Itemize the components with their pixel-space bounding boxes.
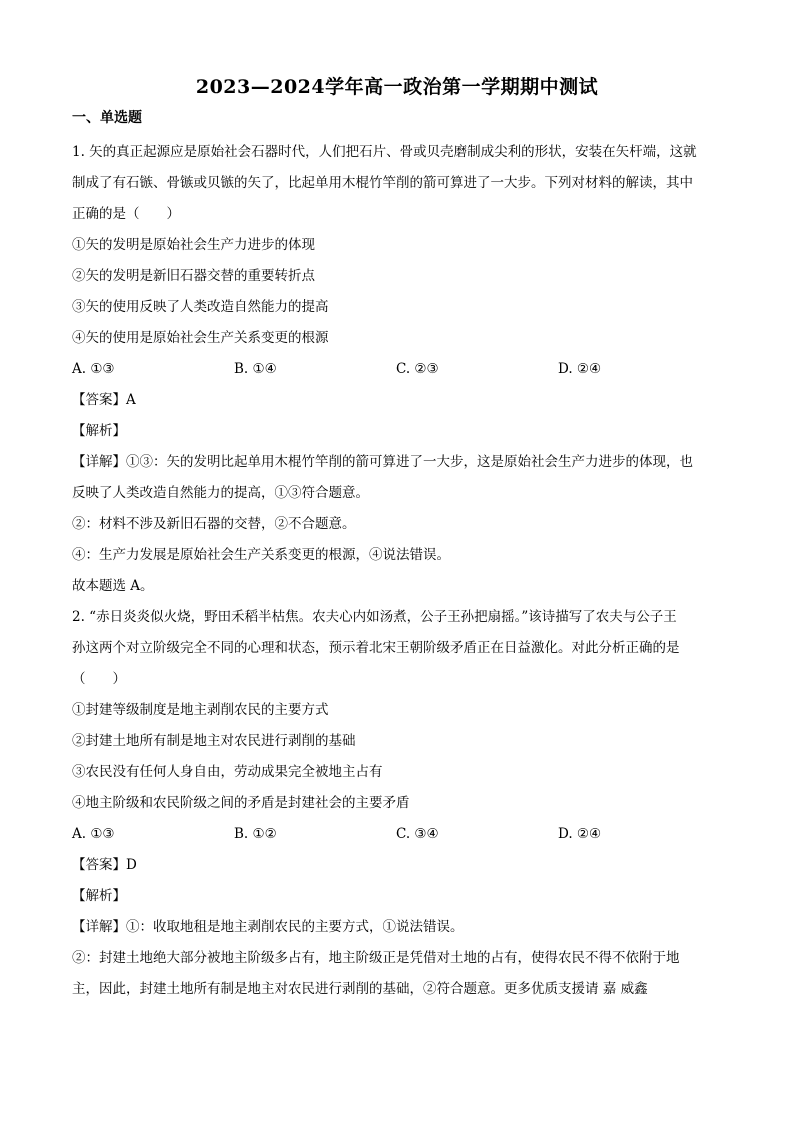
option-b: B. ①④: [234, 361, 277, 377]
statement-item: ③矢的使用反映了人类改造自然能力的提高: [72, 299, 329, 315]
page-title: 2023—2024学年高一政治第一学期期中测试: [195, 76, 599, 98]
detail-line: 故本题选 A。: [72, 578, 154, 594]
answer-label: 【答案】A: [72, 392, 136, 408]
question-1: [72, 137, 722, 602]
question-content: [72, 137, 722, 1005]
statement-item: ①矢的发明是原始社会生产力进步的体现: [72, 237, 315, 253]
statement-item: ④矢的使用是原始社会生产关系变更的根源: [72, 330, 329, 346]
detail-line: 【详解】①：收取地租是地主剥削农民的主要方式，①说法错误。: [72, 919, 464, 935]
detail-line: 【详解】①③：矢的发明比起单用木棍竹竿削的箭可算进了一大步，这是原始社会生产力进步的体现，也: [72, 454, 693, 470]
detail-line: 主，因此，封建土地所有制是地主对农民进行剥削的基础，②符合题意。更多优质支援请 嘉 威鑫: [72, 981, 648, 997]
answer-options: [72, 354, 722, 385]
detail-line: 反映了人类改造自然能力的提高，①③符合题意。: [72, 485, 369, 501]
statement-item: ②矢的发明是新旧石器交替的重要转折点: [72, 268, 315, 284]
detail-line: ②：材料不涉及新旧石器的交替，②不合题意。: [72, 516, 356, 532]
statement-item: ①封建等级制度是地主剥削农民的主要方式: [72, 702, 329, 718]
option-d: D. ②④: [558, 361, 602, 377]
option-c: C. ③④: [396, 826, 439, 842]
analysis-label: 【解析】: [72, 423, 126, 439]
answer-label: 【答案】D: [72, 857, 137, 873]
analysis-label: 【解析】: [72, 888, 126, 904]
option-d: D. ②④: [558, 826, 602, 842]
question-stem-line: （ ）: [72, 671, 126, 687]
section-heading: 一、单选题: [72, 110, 142, 126]
answer-options: [72, 819, 722, 850]
statement-item: ②封建土地所有制是地主对农民进行剥削的基础: [72, 733, 356, 749]
statement-item: ③农民没有任何人身自由，劳动成果完全被地主占有: [72, 764, 383, 780]
question-stem-line: 孙这两个对立阶级完全不同的心理和状态，预示着北宋王朝阶级矛盾正在日益激化。对此分析正确的是: [72, 640, 680, 656]
option-a: A. ①③: [72, 826, 115, 842]
detail-line: ④：生产力发展是原始社会生产关系变更的根源，④说法错误。: [72, 547, 450, 563]
question-stem-line: 制成了有石镞、骨镞或贝镞的矢了，比起单用木棍竹竿削的箭可算进了一大步。下列对材料的解读，其中: [72, 175, 693, 191]
question-stem-line: 2. “赤日炎炎似火烧，野田禾稻半枯焦。农夫心内如汤煮，公子王孙把扇摇。”该诗描写了农夫与公子王: [72, 609, 677, 625]
question-stem-line: 1. 矢的真正起源应是原始社会石器时代，人们把石片、骨或贝壳磨制成尖利的形状，安装在矢杆端，这就: [72, 144, 697, 160]
question-2: [72, 602, 722, 1005]
option-c: C. ②③: [396, 361, 439, 377]
detail-line: ②：封建土地绝大部分被地主阶级多占有，地主阶级正是凭借对土地的占有，使得农民不得不依附于地: [72, 950, 680, 966]
question-stem-line: 正确的是（ ）: [72, 206, 180, 222]
option-b: B. ①②: [234, 826, 277, 842]
option-a: A. ①③: [72, 361, 115, 377]
statement-item: ④地主阶级和农民阶级之间的矛盾是封建社会的主要矛盾: [72, 795, 410, 811]
